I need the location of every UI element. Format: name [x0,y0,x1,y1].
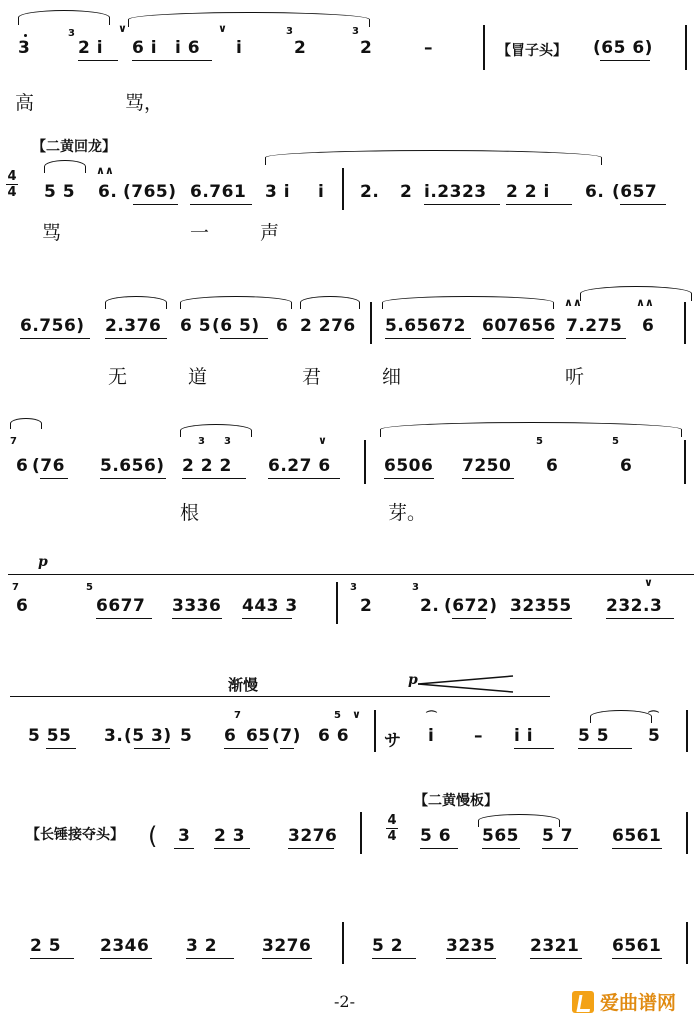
beam-underline [510,618,572,619]
lyric: 芽。 [388,502,427,524]
beam-underline [566,338,626,339]
lyric: 高 [15,92,35,114]
beam-underline [530,958,582,959]
note: 6 [642,316,655,336]
beam-underline [242,618,292,619]
note: i.2323 [424,182,487,202]
note: 3 i [265,182,291,202]
mordent-mark: ∧∧ [96,164,114,177]
note: 2.376 [105,316,162,336]
grace-note: 7 [10,436,17,447]
grace-note: 3 [350,582,357,593]
phrase-slur [105,296,167,309]
phrase-slur [590,710,652,723]
beam-underline [78,60,118,61]
note: 6 [620,456,633,476]
beam-underline [372,958,416,959]
beam-underline [506,204,572,205]
note: 5 5 [44,182,76,202]
lyric: 道 [188,366,208,388]
grace-note: 3 [286,26,293,37]
phrase-slur [180,424,252,437]
note: 5 [180,726,193,746]
grace-note: 3 [68,28,75,39]
beam-underline [190,204,252,205]
score-system-5 [0,548,700,638]
bracket-open: ( [148,822,158,850]
time-signature [386,814,398,843]
time-sig-top: 4 [387,813,397,828]
note: 6 [276,316,289,336]
note: (672) [444,596,498,616]
fermata-mark: ⌒ [648,710,659,723]
beam-underline [100,478,166,479]
slur-line [8,574,694,575]
bar-line [370,302,372,344]
time-sig-top: 4 [7,169,17,184]
fermata-mark: ⌒ [426,710,437,723]
score-system-2 [0,130,700,260]
note: 2 3 [214,826,246,846]
note: 3276 [288,826,338,846]
tempo-marking: 渐慢 [228,676,259,694]
score-system-3 [0,280,700,390]
score-system-7 [0,784,700,874]
note: 5.65672 [385,316,466,336]
phrase-slur [18,10,110,25]
note: 5.656) [100,456,165,476]
note: 6506 [384,456,434,476]
lyric: 君 [302,366,322,388]
watermark-logo [572,988,676,1015]
note: 5 [648,726,661,746]
beam-underline [220,338,268,339]
lyric: 骂， [125,92,164,114]
watermark-text: 爱曲谱网 [600,992,677,1014]
beam-underline [100,958,152,959]
slur-line [10,696,550,697]
breath-mark: ∨ [352,708,361,721]
note: 6 [16,456,29,476]
beam-underline [186,958,234,959]
bar-line [342,922,344,964]
bar-line [364,440,366,484]
note: 6561 [612,826,662,846]
note: (5 3) [124,726,172,746]
dynamic-marking: p [38,554,48,570]
note: 443 3 [242,596,298,616]
beam-underline [40,478,68,479]
note: 6 i [132,38,158,58]
note: 6.756) [20,316,85,336]
beam-underline [182,478,246,479]
grace-note: 3 [412,582,419,593]
note: 3. [104,726,124,746]
note: 6 [546,456,559,476]
note: 6 [16,596,29,616]
beam-underline [172,618,222,619]
beam-underline [20,338,90,339]
beam-underline [288,848,334,849]
lyric: 骂 [42,222,62,244]
note: 6. [585,182,605,202]
phrase-slur [10,418,42,429]
section-label: 【二黄回龙】 [32,139,116,155]
dash-sustain: – [424,38,433,58]
bar-line [342,168,344,210]
score-system-8 [0,916,700,986]
note: i [428,726,435,746]
octave-dot [24,34,27,37]
note: 2346 [100,936,150,956]
bar-line [483,25,485,70]
phrase-slur [180,296,292,309]
beam-underline [132,60,212,61]
bar-line [684,440,686,484]
bar-line [374,710,376,752]
breath-mark: ∨ [318,434,327,447]
note: 2. [360,182,380,202]
phrase-slur [265,150,602,165]
beam-underline [30,958,74,959]
beam-underline [620,204,666,205]
beam-underline [462,478,514,479]
phrase-slur [128,12,370,27]
beam-underline [424,204,500,205]
note: 2 2 2 [182,456,232,476]
note: 232.3 [606,596,663,616]
breath-mark: ∨ [218,22,227,35]
beam-underline [600,60,650,61]
lyric: 无 [108,366,128,388]
lyric: 根 [180,502,200,524]
note: 2 [400,182,413,202]
beam-underline [105,338,167,339]
score-system-6 [0,666,700,766]
page-number: -2- [334,992,355,1011]
beam-underline [262,958,312,959]
note: 565 [482,826,519,846]
section-label: 【二黄慢板】 [414,793,498,809]
note: 2. [420,596,440,616]
note: 6677 [96,596,146,616]
note: 2 276 [300,316,356,336]
beam-underline [385,338,471,339]
note: 3 [178,826,191,846]
note: 5 5 [578,726,610,746]
beam-underline [133,204,178,205]
phrase-slur [380,422,682,437]
note: i [236,38,243,58]
beam-underline [268,478,340,479]
grace-note: 5 [334,710,341,721]
breath-mark: ∨ [644,576,653,589]
sanban-marker: サ [384,731,402,751]
beam-underline [446,958,496,959]
bar-line [686,922,688,964]
grace-note: 3 [352,26,359,37]
beam-underline [482,338,554,339]
note: (76 [32,456,65,476]
grace-note: 7 [234,710,241,721]
bar-line [686,812,688,854]
beam-underline [174,848,194,849]
note: i [318,182,325,202]
note: 2 2 i [506,182,550,202]
note: 3 2 [186,936,218,956]
mordent-mark: ∧∧ [564,296,582,309]
grace-note: 5 [86,582,93,593]
time-signature [6,170,18,199]
bar-line [684,302,686,344]
note: 6 6 [318,726,350,746]
time-sig-bottom: 4 [7,185,17,200]
beam-underline [280,748,294,749]
beam-underline [612,848,662,849]
grace-note: 5 [536,436,543,447]
music-note-logo-icon [572,991,594,1013]
lyric: 听 [565,366,585,388]
beam-underline [578,748,632,749]
note: (6 5) [212,316,260,336]
note: 6 5 [180,316,212,336]
grace-note: 3 [224,436,231,447]
grace-note: 7 [12,582,19,593]
beam-underline [214,848,250,849]
note: 5 55 [28,726,72,746]
lyric: 一 [190,222,210,244]
note: 6 [224,726,237,746]
note: (657 [612,182,658,202]
beam-underline [224,748,268,749]
section-label: 【长锤接夺头】 [26,827,124,843]
beam-underline [96,618,152,619]
note: 65 [246,726,271,746]
beam-underline [420,848,458,849]
note: 2321 [530,936,580,956]
note: 607656 [482,316,556,336]
note: (765) [123,182,177,202]
phrase-slur [382,296,554,309]
note: 3276 [262,936,312,956]
beam-underline [134,748,170,749]
beam-underline [606,618,674,619]
score-system-4 [0,400,700,524]
note: 6561 [612,936,662,956]
note: (65 6) [593,38,653,58]
note: (7) [272,726,301,746]
note: 7250 [462,456,512,476]
score-system-1 [0,0,700,114]
bar-line [686,710,688,752]
note: 6. [98,182,118,202]
grace-note: 5 [612,436,619,447]
bar-line [685,25,687,70]
note: 7.275 [566,316,623,336]
bar-line [336,582,338,624]
note: 2 i [78,38,104,58]
dash-sustain: – [474,726,483,746]
note: 3336 [172,596,222,616]
grace-note: 3 [198,436,205,447]
beam-underline [452,618,486,619]
lyric: 声 [260,222,280,244]
breath-mark: ∨ [118,22,127,35]
note: 2 5 [30,936,62,956]
note: 2 [360,38,373,58]
phrase-slur [300,296,360,309]
note: i i [514,726,534,746]
phrase-slur [44,160,86,173]
lyric: 细 [382,366,402,388]
beam-underline [542,848,578,849]
note: 2 [294,38,307,58]
crescendo-hairpin [418,674,518,694]
note: 6.761 [190,182,247,202]
note: 32355 [510,596,572,616]
note: i 6 [175,38,201,58]
beam-underline [384,478,434,479]
mordent-mark: ∧∧ [636,296,654,309]
dynamic-marking: p [408,672,418,688]
bar-line [360,812,362,854]
note: 5 2 [372,936,404,956]
beam-underline [612,958,662,959]
note: 2 [360,596,373,616]
note: 6.27 6 [268,456,331,476]
beam-underline [514,748,554,749]
section-label: 【冒子头】 [497,43,567,59]
beam-underline [482,848,520,849]
note: 5 6 [420,826,452,846]
beam-underline [46,748,76,749]
time-sig-bottom: 4 [387,829,397,844]
note: 3 [18,38,31,58]
note: 5 7 [542,826,574,846]
note: 3235 [446,936,496,956]
